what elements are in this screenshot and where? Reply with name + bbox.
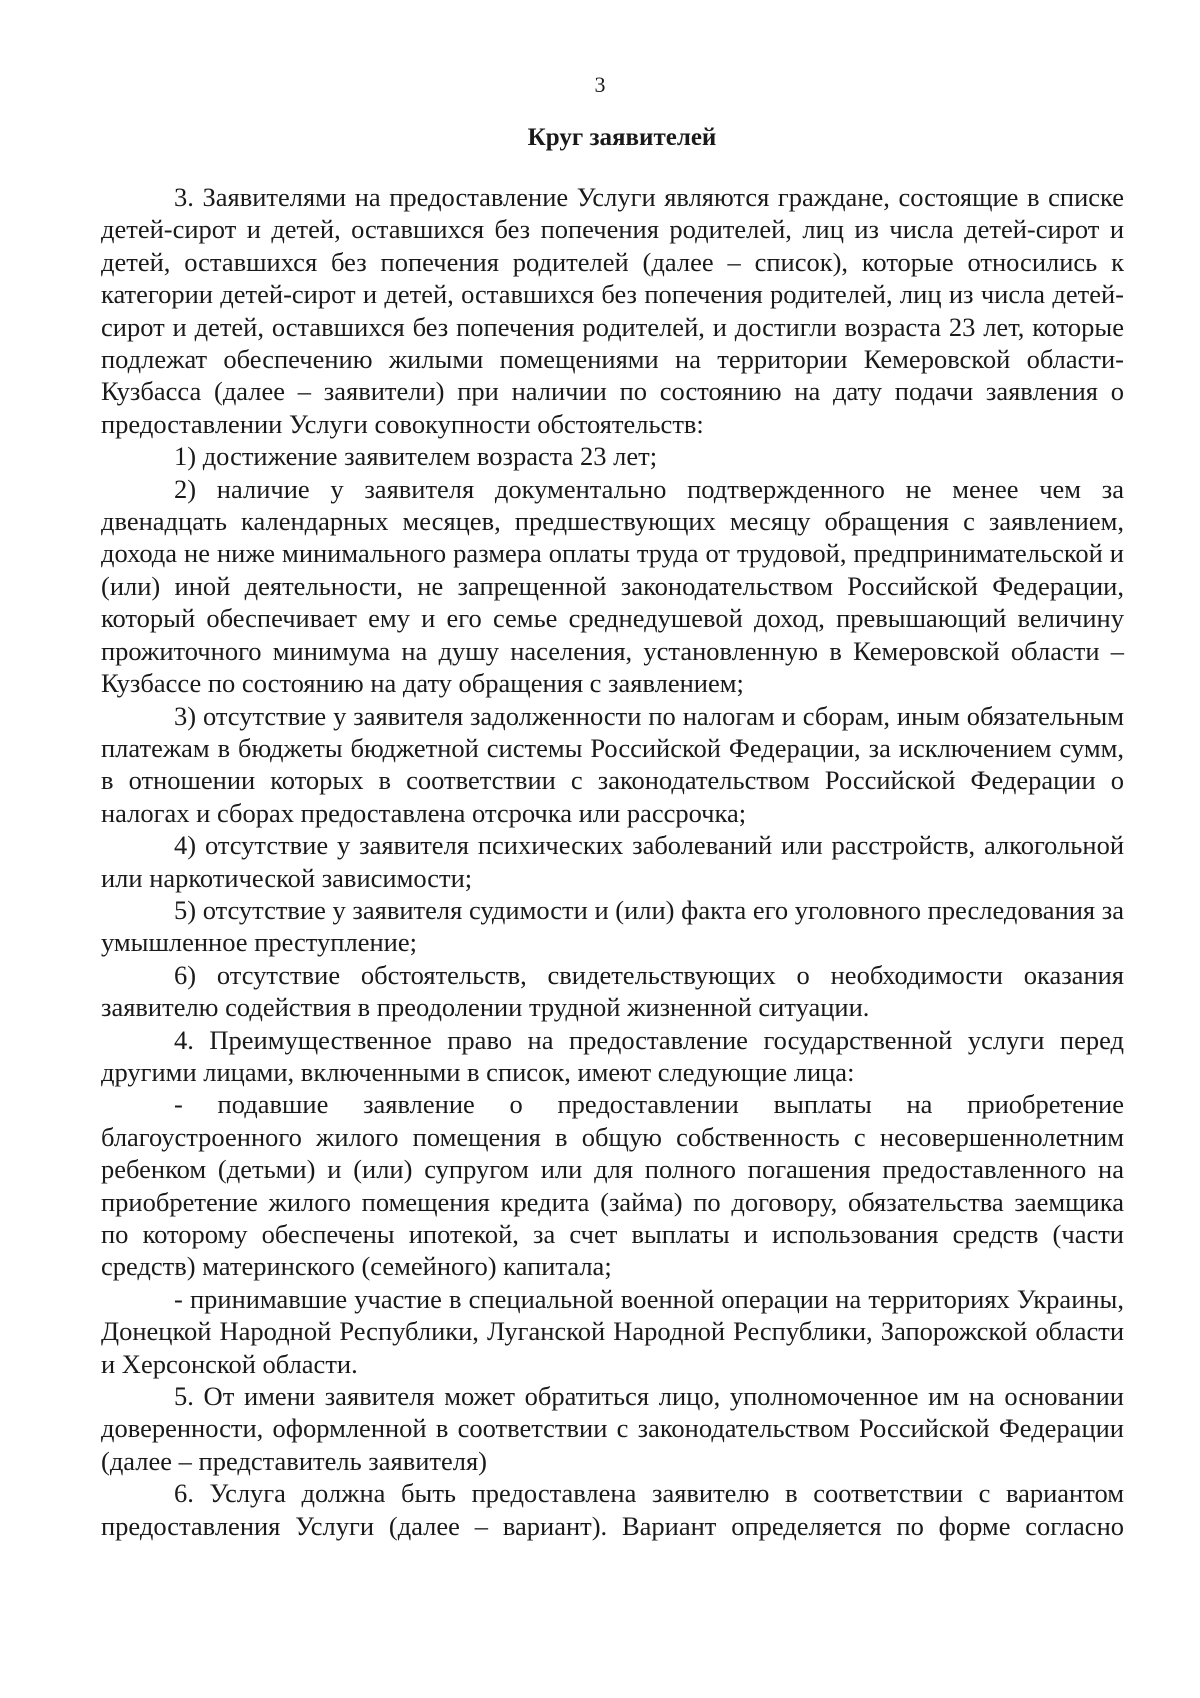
paragraph-3-applicants: 3. Заявителями на предоставление Услуги являются граждане, состоящие в списке детей-сирот и детей, оставшихся без попечения родителей, лиц из числа детей-сирот и детей, оставшихся без попечения родителей (далее – список), которые относились к категории детей-сирот и детей, оставшихся без попечения родителей, лиц из числа детей-сирот и детей, оставшихся без попечения родителей, и достигли возраста 23 лет, которые подлежат обеспечению жилыми помещениями на территории Кемеровской области-Кузбасса (далее – заявители) при наличии по состоянию на дату подачи заявления о предоставлении Услуги совокупности обстоятельств:: [101, 182, 1124, 439]
page-number: 3: [594, 72, 606, 97]
paragraph-5-representative: 5. От имени заявителя может обратиться лицо, уполномоченное им на основании доверенности, оформленной в соответствии с законодательством Российской Федерации (далее – представитель заявителя): [101, 1381, 1124, 1476]
paragraph-4-priority: 4. Преимущественное право на предоставление государственной услуги перед другими лицами, включенными в список, имеют следующие лица:: [101, 1024, 1124, 1087]
priority-item-2: - принимавшие участие в специальной военной операции на территориях Украины, Донецкой Народной Республики, Луганской Народной Республики, Запорожской области и Херсонской области.: [101, 1283, 1124, 1379]
condition-3: 3) отсутствие у заявителя задолженности по налогам и сборам, иным обязательным платежам в бюджеты бюджетной системы Российской Федерации, за исключением сумм, в отношении которых в соответствии с законодательством Российской Федерации о налогах и сборах предоставлена отсрочка или рассрочка;: [101, 700, 1124, 828]
section-title: Круг заявителей: [527, 124, 717, 151]
condition-2: 2) наличие у заявителя документально подтвержденного не менее чем за двенадцать календарных месяцев, предшествующих месяцу обращения с заявлением, дохода не ниже минимального размера оплаты труда от трудовой, предпринимательской и (или) иной деятельности, не запрещенной законодательством Российской Федерации, который обеспечивает ему и его семье среднедушевой доход, превышающий величину прожиточного минимума на душу населения, установленную в Кемеровской области – Кузбассе по состоянию на дату обращения с заявлением;: [101, 473, 1124, 699]
condition-1: 1) достижение заявителем возраста 23 лет;: [174, 441, 658, 472]
priority-item-1: - подавшие заявление о предоставлении выплаты на приобретение благоустроенного жилого помещения в общую собственность с несовершеннолетним ребенком (детьми) и (или) супругом или для полного погашения предоставленного на приобретение жилого помещения кредита (займа) по договору, обязательства заемщика по которому обеспечены ипотекой, за счет выплаты и использования средств (части средств) материнского (семейного) капитала;: [101, 1089, 1124, 1282]
condition-4: 4) отсутствие у заявителя психических заболеваний или расстройств, алкогольной или наркотической зависимости;: [101, 830, 1124, 893]
condition-5: 5) отсутствие у заявителя судимости и (или) факта его уголовного преследования за умышленное преступление;: [101, 894, 1124, 958]
condition-6: 6) отсутствие обстоятельств, свидетельствующих о необходимости оказания заявителю содействия в преодолении трудной жизненной ситуации.: [101, 959, 1124, 1023]
document-body: [101, 181, 1124, 1542]
paragraph-6-variant: 6. Услуга должна быть предоставлена заявителю в соответствии с вариантом предоставления Услуги (далее – вариант). Вариант определяется по форме согласно: [101, 1478, 1124, 1541]
